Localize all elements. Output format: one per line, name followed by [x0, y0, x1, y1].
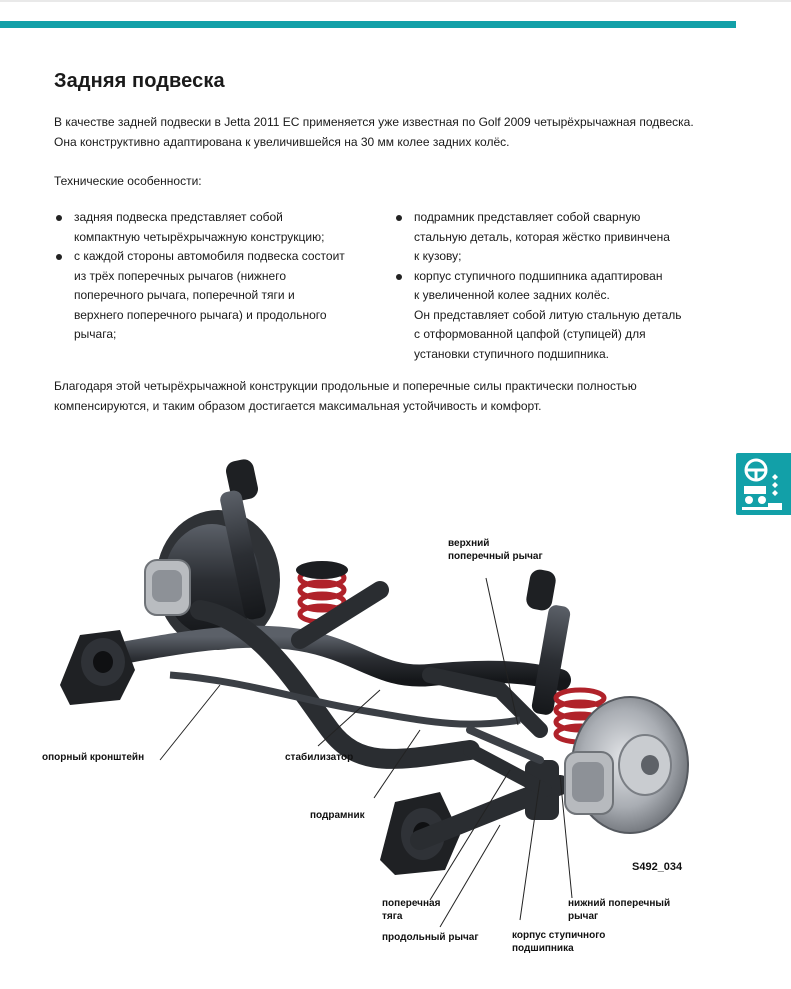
list-item: с каждой стороны автомобиля подвеска состоит из трёх поперечных рычагов (нижнего поперечного рычага, поперечной тяги и верхнего поперечного рычага) и продольного рычага;	[54, 247, 354, 345]
label-upper-arm: верхний поперечный рычаг	[448, 538, 543, 562]
list-item: задняя подвеска представляет собой компактную четырёхрычажную конструкцию;	[54, 208, 354, 247]
figure-code: S492_034	[632, 861, 683, 873]
left-support-bracket	[60, 630, 135, 705]
top-rule	[0, 0, 791, 2]
list-item: подрамник представляет собой сварную стальную деталь, которая жёстко привинчена к кузову;	[394, 208, 704, 267]
label-stabilizer: стабилизатор	[285, 752, 354, 763]
left-caliper	[145, 560, 190, 615]
page-title: Задняя подвеска	[54, 70, 225, 92]
label-trailing-arm: продольный рычаг	[382, 932, 479, 943]
bullet-list-left	[54, 208, 354, 345]
label-lower-arm: нижний поперечный рычаг	[568, 898, 671, 922]
list-item: корпус ступичного подшипника адаптирован к увеличенной колее задних колёс. Он представляет собой литую стальную деталь с отформованной цапфой (ступицей) для установки ступичного подшипника.	[394, 267, 704, 365]
label-subframe: подрамник	[310, 810, 365, 821]
features-heading: Технические особенности:	[54, 174, 202, 188]
right-caliper	[565, 752, 613, 814]
bullet-list-right	[394, 208, 704, 364]
label-track-rod: поперечная тяга	[382, 898, 441, 922]
label-hub-housing: корпус ступичного подшипника	[512, 930, 606, 954]
spring-top-seat	[296, 561, 348, 579]
label-support-bracket: опорный кронштейн	[42, 752, 145, 763]
outro-paragraph: Благодаря этой четырёхрычажной конструкции продольные и поперечные силы практически полностью компенсируются, и таким образом достигается максимальная устойчивость и комфорт.	[54, 379, 637, 413]
intro-paragraph: В качестве задней подвески в Jetta 2011 EC применяется уже известная по Golf 2009 четырёхрычажная подвеска. Она конструктивно адаптирована к увеличившейся на 30 мм колее задних колёс.	[54, 115, 694, 149]
header-accent-bar	[0, 21, 736, 28]
